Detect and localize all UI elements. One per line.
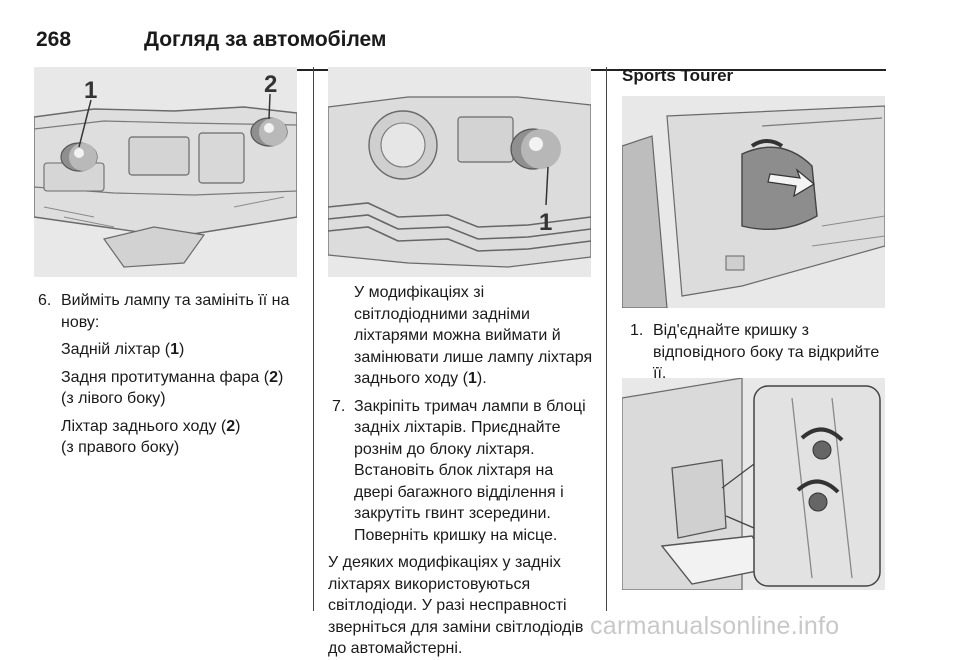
fig2-callout-1: 1	[539, 209, 553, 236]
led-note-ref: 1	[467, 370, 477, 387]
step-6-text: Вийміть лампу та замініть її на нову:	[61, 292, 290, 331]
column-1-text	[38, 290, 298, 459]
column-3-text	[630, 320, 886, 385]
led-note-close: ).	[476, 370, 487, 387]
sub-item-rear-light	[38, 339, 298, 361]
figure-bulb-closeup	[328, 67, 591, 277]
step-6	[38, 290, 298, 333]
figure-cover-removal	[622, 96, 885, 308]
sub1-ref: 1	[170, 341, 180, 358]
sub2-close: )	[278, 368, 284, 386]
sub3-close: )	[235, 417, 241, 435]
section-title: Sports Tourer	[622, 66, 734, 85]
sub-item-fog-light	[38, 367, 298, 410]
watermark: carmanualsonline.info	[590, 612, 840, 640]
column-divider-2	[606, 67, 607, 611]
sub1-label: Задній ліхтар (	[61, 341, 171, 358]
fig1-callout-2: 2	[264, 71, 278, 98]
sub1-close: )	[179, 341, 185, 358]
step-7	[332, 396, 594, 547]
column-2-text	[328, 282, 594, 660]
page-number: 268	[36, 28, 72, 51]
sub2-side: (з лівого боку)	[61, 390, 166, 407]
step-1-text: Від'єднайте кришку з відповідного боку та відкрийте її.	[653, 322, 880, 382]
page-header	[34, 22, 886, 52]
step-1	[630, 320, 886, 385]
sub2-ref: 2	[269, 368, 278, 386]
fig1-callout-1: 1	[84, 77, 98, 104]
led-note-text: У модифікаціях зі світлодіодними задніми ліхтарями можна виймати й замінювати лише лампу ліхтаря заднього ходу (	[354, 284, 593, 387]
sub-item-reverse-light	[38, 416, 298, 459]
sub2-label: Задня протитуманна фара (	[61, 368, 270, 386]
led-note	[332, 282, 594, 390]
step-7-number: 7.	[332, 397, 346, 415]
figure-lamp-holder	[34, 67, 297, 277]
figure-cover-open	[622, 378, 885, 590]
sub3-ref: 2	[226, 417, 236, 435]
led-footer-note: У деяких модифікаціях у задніх ліхтарях використовуються світлодіоди. У разі несправності зверніться для заміни світлодіодів до автомайстерні.	[328, 554, 584, 657]
step-1-number: 1.	[630, 322, 644, 339]
step-7-text: Закріпіть тримач лампи в блоці задніх ліхтарів. Приєднайте рознім до блоку ліхтаря. Встановіть блок ліхтаря на двері багажного відділення і закрутіть гвинт зсередини. Поверніть кришку на місце.	[354, 397, 586, 544]
page-title: Догляд за автомобілем	[144, 28, 387, 51]
sub3-side: (з правого боку)	[61, 439, 180, 456]
step-6-number: 6.	[38, 292, 52, 309]
sub3-label: Ліхтар заднього ходу (	[61, 417, 227, 435]
column-divider-1	[313, 67, 314, 611]
